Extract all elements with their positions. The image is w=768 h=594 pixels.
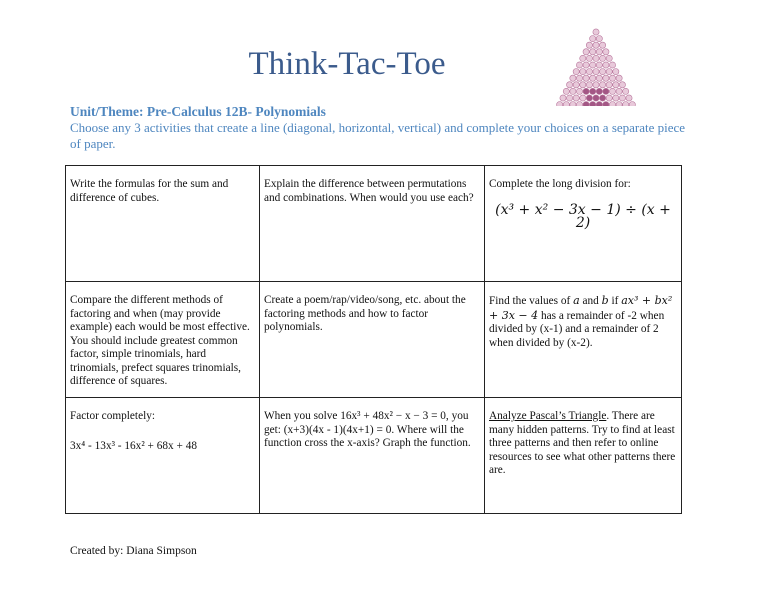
pascal-cell: [593, 82, 599, 88]
var-b: b: [601, 294, 609, 307]
grid-row-3: [66, 398, 682, 514]
pascal-cell: [600, 42, 606, 48]
pascal-cell: [623, 88, 629, 94]
pascal-cell: [586, 55, 592, 61]
pascal-cell: [563, 102, 569, 107]
pascal-cell: [613, 69, 619, 75]
pascal-cell: [580, 55, 586, 61]
pascal-cell: [609, 88, 615, 94]
long-division-prompt: Complete the long division for:: [489, 178, 631, 190]
pascal-cell: [609, 75, 615, 81]
pascal-cell: [580, 95, 586, 101]
var-a: a: [573, 294, 580, 307]
unit-theme: Unit/Theme: Pre-Calculus 12B- Polynomials: [70, 104, 326, 119]
pascal-cell: [586, 42, 592, 48]
pascal-cell: [590, 75, 596, 81]
created-by: Created by: Diana Simpson: [70, 545, 197, 557]
pascal-cell: [570, 75, 576, 81]
pascal-cell: [609, 102, 615, 107]
pascal-cell: [590, 36, 596, 42]
pascal-cell: [613, 82, 619, 88]
pascal-cell: [600, 95, 606, 101]
pascal-cell: [580, 82, 586, 88]
pascal-cell: [603, 62, 609, 68]
find-values-text-2: has a remainder of -2 when divided by (x-1) and a remainder of 2 when divided by (x-2).: [489, 309, 665, 349]
pascal-cell: [596, 36, 602, 42]
pascal-cell: [590, 88, 596, 94]
pascal-triangle-text: . There are many hidden patterns. Try to find at least three patterns and then refer to online resources to see what other patterns there are.: [489, 410, 676, 476]
pascal-cell: [593, 55, 599, 61]
factor-prompt: Factor completely:: [70, 410, 156, 422]
pascal-cell: [576, 75, 582, 81]
pascal-cell: [609, 62, 615, 68]
pascal-cell: [593, 69, 599, 75]
pascal-cell: [603, 75, 609, 81]
instructions: Choose any 3 activities that create a line (diagonal, horizontal, vertical) and complete your choices on a separate piece of paper.: [70, 120, 686, 151]
pascal-cell: [629, 102, 635, 107]
pascal-cell: [583, 88, 589, 94]
pascal-cell: [586, 82, 592, 88]
pascal-cell: [560, 95, 566, 101]
pascal-triangle-link[interactable]: Analyze Pascal’s Triangle: [489, 410, 607, 422]
pascal-cell: [600, 69, 606, 75]
pascal-cell: [590, 102, 596, 107]
pascal-cell: [586, 69, 592, 75]
grid-row-2: [66, 282, 682, 398]
pascal-cell: [583, 102, 589, 107]
pascal-cell: [557, 102, 563, 107]
pascal-cell: [573, 82, 579, 88]
pascal-cell: [596, 102, 602, 107]
grid-row-1: [66, 166, 682, 282]
pascal-cell: [596, 88, 602, 94]
pascal-cell: [603, 49, 609, 55]
pascal-cell: [616, 75, 622, 81]
pascal-cell: [606, 69, 612, 75]
pascal-cell: [606, 82, 612, 88]
pascal-cell: [573, 95, 579, 101]
pascal-cell: [576, 88, 582, 94]
pascal-cell: [593, 29, 599, 35]
pascal-cell: [583, 49, 589, 55]
pascal-cell: [586, 95, 592, 101]
pascal-cell: [613, 95, 619, 101]
polynomial-expression: ax³ + bx² + 3x − 4: [489, 294, 673, 322]
cell-solve-cubic: When you solve 16x³ + 48x² − x − 3 = 0, you get: (x+3)(4x - 1)(4x+1) = 0. Where will the function cross the x-axis? Graph the function.: [260, 398, 485, 514]
page-title: Think-Tac-Toe: [248, 46, 446, 82]
cell-factor-completely: [66, 398, 260, 514]
pascal-cell: [619, 82, 625, 88]
pascal-cell: [593, 95, 599, 101]
cell-find-a-b: [485, 282, 682, 398]
pascal-cell: [600, 55, 606, 61]
pascal-cell: [567, 95, 573, 101]
long-division-expression: (x³ + x² − 3x − 1) ÷ (x + 2): [495, 201, 671, 231]
cell-pascal-triangle: [485, 398, 682, 514]
factor-expression: 3x⁴ - 13x³ - 16x² + 68x + 48: [70, 439, 198, 452]
find-values-if: if: [608, 295, 622, 307]
find-values-and: and: [579, 295, 602, 307]
pascal-cell: [616, 88, 622, 94]
pascal-cell: [600, 82, 606, 88]
pascal-cell: [567, 82, 573, 88]
pascal-cell: [590, 49, 596, 55]
pascal-cell: [590, 62, 596, 68]
pascal-cell: [606, 55, 612, 61]
find-values-text-1: Find the values of: [489, 295, 574, 307]
cell-permutations-combinations: Explain the difference between permutations and combinations. When would you use each?: [260, 166, 485, 282]
think-tac-toe-grid: [65, 165, 682, 514]
pascal-cell: [583, 75, 589, 81]
pascal-cell: [606, 95, 612, 101]
pascal-cell: [570, 88, 576, 94]
pascal-cell: [616, 102, 622, 107]
pascal-cell: [576, 102, 582, 107]
pascal-cell: [583, 62, 589, 68]
pascal-cell: [576, 62, 582, 68]
pascal-cell: [596, 62, 602, 68]
pascal-cell: [623, 102, 629, 107]
pascal-cell: [619, 95, 625, 101]
pascal-cell: [603, 88, 609, 94]
pascal-cell: [593, 42, 599, 48]
pascal-cell: [626, 95, 632, 101]
pascal-triangle-logo: [552, 28, 640, 106]
pascal-cell: [596, 49, 602, 55]
pascal-cell: [563, 88, 569, 94]
pascal-cell: [573, 69, 579, 75]
cell-long-division: [485, 166, 682, 282]
pascal-cell: [596, 75, 602, 81]
pascal-cell: [580, 69, 586, 75]
cell-factoring-methods: Compare the different methods of factoring and when (may provide example) each would be most effective. You should include greatest common factor, simple trinomials, hard trinomials, prefect squares trinomials, difference of squares.: [66, 282, 260, 398]
pascal-cell: [570, 102, 576, 107]
cell-poem-rap-video: Create a poem/rap/video/song, etc. about the factoring methods and how to factor polynomials.: [260, 282, 485, 398]
cell-sum-difference-cubes: Write the formulas for the sum and difference of cubes.: [66, 166, 260, 282]
pascal-cell: [603, 102, 609, 107]
